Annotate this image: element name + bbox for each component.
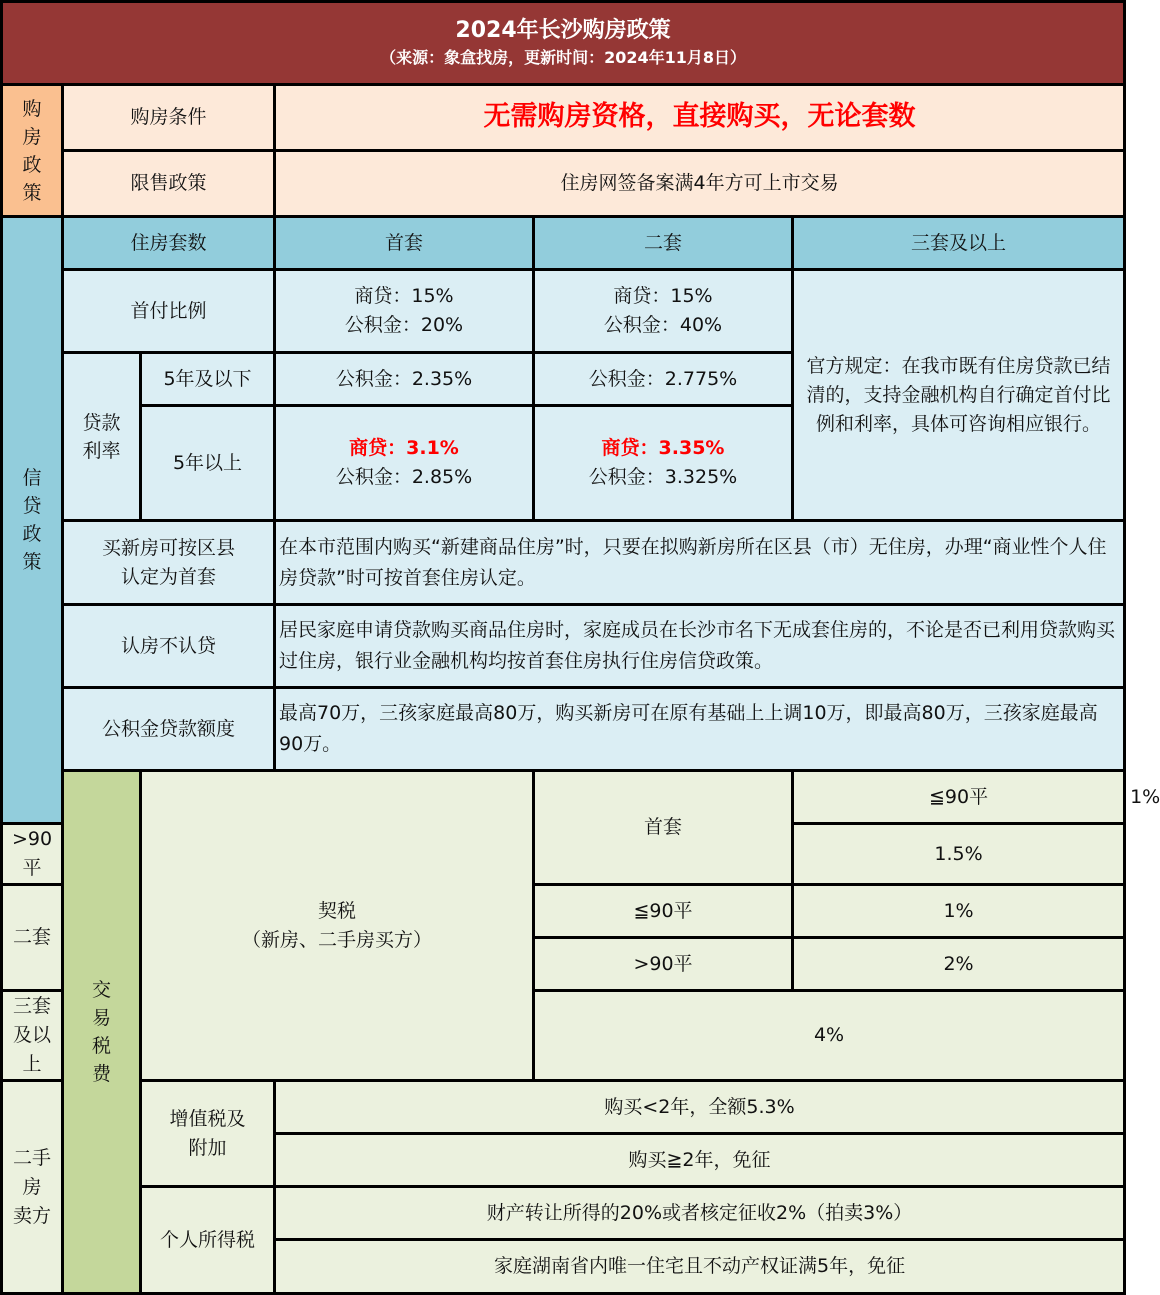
section-label: 信贷政策 bbox=[22, 467, 42, 573]
area-range: >90平 bbox=[2, 824, 63, 885]
section-transaction-tax bbox=[63, 771, 141, 1294]
income-tax-label: 个人所得税 bbox=[141, 1187, 275, 1294]
label-line: 增值税及 bbox=[169, 1107, 246, 1130]
label-line: （新房、二手房买方） bbox=[241, 928, 432, 951]
tax-rate: 1% bbox=[793, 885, 1125, 938]
highlight-text: 无需购房资格，直接购买，无论套数 bbox=[483, 100, 916, 132]
fund-rate: 公积金：2.85% bbox=[335, 466, 473, 488]
vat-label bbox=[141, 1081, 275, 1187]
resale-restriction-value: 住房网签备案满4年方可上市交易 bbox=[275, 151, 1125, 217]
table-header bbox=[2, 2, 1125, 85]
value-line: 商贷：15% bbox=[613, 285, 713, 307]
area-range: ≦90平 bbox=[793, 771, 1125, 824]
deed-group-second: 二套 bbox=[2, 885, 63, 991]
value-line: 公积金：40% bbox=[603, 314, 723, 336]
section-purchase-policy bbox=[2, 85, 63, 217]
housing-not-loan-value: 居民家庭申请贷款购买商品住房时，家庭成员在长沙市名下无成套住房的，不论是否已利用贷款购买过住房，银行业金融机构均按首套住房执行住房信贷政策。 bbox=[275, 605, 1125, 688]
row-label: 购房条件 bbox=[63, 85, 275, 151]
label-line: 附加 bbox=[188, 1136, 227, 1159]
district-first-home-value: 在本市范围内购买“新建商品住房”时，只要在拟购新房所在区县（市）无住房，办理“商业性个人住房贷款”时可按首套住房认定。 bbox=[275, 521, 1125, 605]
label-line: 二手房 bbox=[12, 1146, 51, 1198]
tax-rate: 4% bbox=[534, 991, 1125, 1081]
third-home-note: 官方规定：在我市既有住房贷款已结清的，支持金融机构自行确定首付比例和利率，具体可咨询相应银行。 bbox=[793, 270, 1125, 521]
rate-long-second bbox=[534, 406, 793, 521]
down-payment-first bbox=[275, 270, 534, 353]
rate-short-second: 公积金：2.775% bbox=[534, 353, 793, 406]
column-header: 住房套数 bbox=[63, 217, 275, 270]
row-label: 公积金贷款额度 bbox=[63, 688, 275, 771]
row-sublabel: 5年及以下 bbox=[141, 353, 275, 406]
label-line: 契税 bbox=[317, 899, 356, 922]
seller-label bbox=[2, 1081, 63, 1294]
row-label: 首付比例 bbox=[63, 270, 275, 353]
income-tax-value: 财产转让所得的20%或者核定征收2%（拍卖3%） bbox=[275, 1187, 1125, 1240]
label-line: 卖方 bbox=[12, 1204, 51, 1227]
row-label bbox=[63, 521, 275, 605]
vat-value: 购买≧2年，免征 bbox=[275, 1134, 1125, 1187]
section-credit-policy bbox=[2, 217, 63, 824]
vat-value: 购买<2年，全额5.3% bbox=[275, 1081, 1125, 1134]
page-subtitle: （来源：象盒找房，更新时间：2024年11月8日） bbox=[380, 48, 746, 67]
label-line: 买新房可按区县 bbox=[101, 536, 235, 559]
row-label: 贷款利率 bbox=[82, 411, 121, 462]
deed-group-third: 三套及以上 bbox=[2, 991, 63, 1081]
area-range: ≦90平 bbox=[534, 885, 793, 938]
commercial-rate: 商贷：3.35% bbox=[601, 437, 725, 459]
fund-rate: 公积金：3.325% bbox=[588, 466, 738, 488]
row-sublabel: 5年以上 bbox=[141, 406, 275, 521]
loan-rate-label bbox=[63, 353, 141, 521]
value-line: 商贷：15% bbox=[354, 285, 454, 307]
page-title: 2024年长沙购房政策 bbox=[455, 18, 671, 43]
section-label: 购房政策 bbox=[22, 97, 42, 204]
down-payment-second bbox=[534, 270, 793, 353]
tax-rate: 2% bbox=[793, 938, 1125, 991]
commercial-rate: 商贷：3.1% bbox=[349, 437, 459, 459]
column-header: 三套及以上 bbox=[793, 217, 1125, 270]
column-header: 首套 bbox=[275, 217, 534, 270]
row-label: 限售政策 bbox=[63, 151, 275, 217]
fund-loan-limit-value: 最高70万，三孩家庭最高80万，购买新房可在原有基础上上调10万，即最高80万，三孩家庭最高90万。 bbox=[275, 688, 1125, 771]
deed-tax-label bbox=[141, 771, 534, 1081]
rate-short-first: 公积金：2.35% bbox=[275, 353, 534, 406]
column-header: 二套 bbox=[534, 217, 793, 270]
purchase-condition-value bbox=[275, 85, 1125, 151]
label-line: 认定为首套 bbox=[120, 565, 216, 588]
rate-long-first bbox=[275, 406, 534, 521]
area-range: >90平 bbox=[534, 938, 793, 991]
income-tax-value: 家庭湖南省内唯一住宅且不动产权证满5年，免征 bbox=[275, 1240, 1125, 1294]
tax-rate: 1.5% bbox=[793, 824, 1125, 885]
value-line: 公积金：20% bbox=[344, 314, 464, 336]
row-label: 认房不认贷 bbox=[63, 605, 275, 688]
section-label: 交易税费 bbox=[91, 979, 111, 1085]
housing-policy-table: 2024年长沙购房政策 （来源：象盒找房，更新时间：2024年11月8日） 购房政策 购房条件 无需购房资格，直接购买，无论套数 限售政策 住房网签备案满4年方可上市交易 信贷政策 住房套数 首套 二套 三套及以上 首付比例 商贷：15% 公积金：20% 商贷：15% 公积金：40% 官方规定：在我市既有住房贷款已结清的，支持金融机构自行确定首付比例和利率，具体可咨询相应银行。 贷款利率 5年及以下 公积金：2.35% 公积金：2.775% 5年以上 商贷：3.1% 公积金：2.85% 商贷：3.35% 公积金：3.325% 买新房可按区县 认定为首套 在本市范围内购买“新建商品住房”时，只要在拟购新房所在区县（市）无住房，办理“商业性个人住房贷款”时可按首套住房认定。 认房不认贷 居民家庭申请贷款购买商品住房时，家庭成员在长沙市名下无成套住房的，不论是否已利用贷款购买过住房，银行业金融机构均按首套住房执行住房信贷政策。 公积金贷款额度 最高70万，三孩家庭最高80万，购买新房可在原有基础上上调10万，即最高80万，三孩家庭最高90万。 交易税费 契税 （新房、二手房买方） 首套 ≦90平 1% >90平 1.5% 二套 ≦90平 1% >90平 2% 三套及以上 4% 二手房 卖方 增值税及 附加 购买<2年，全额5.3% 购买≧2年，免征 个人所得税 财产转让所得的20%或者核定征收2%（拍卖3%） 家庭湖南省内唯一住宅且不动产权证满5年，免征 bbox=[0, 0, 1126, 1295]
deed-group-first: 首套 bbox=[534, 771, 793, 885]
